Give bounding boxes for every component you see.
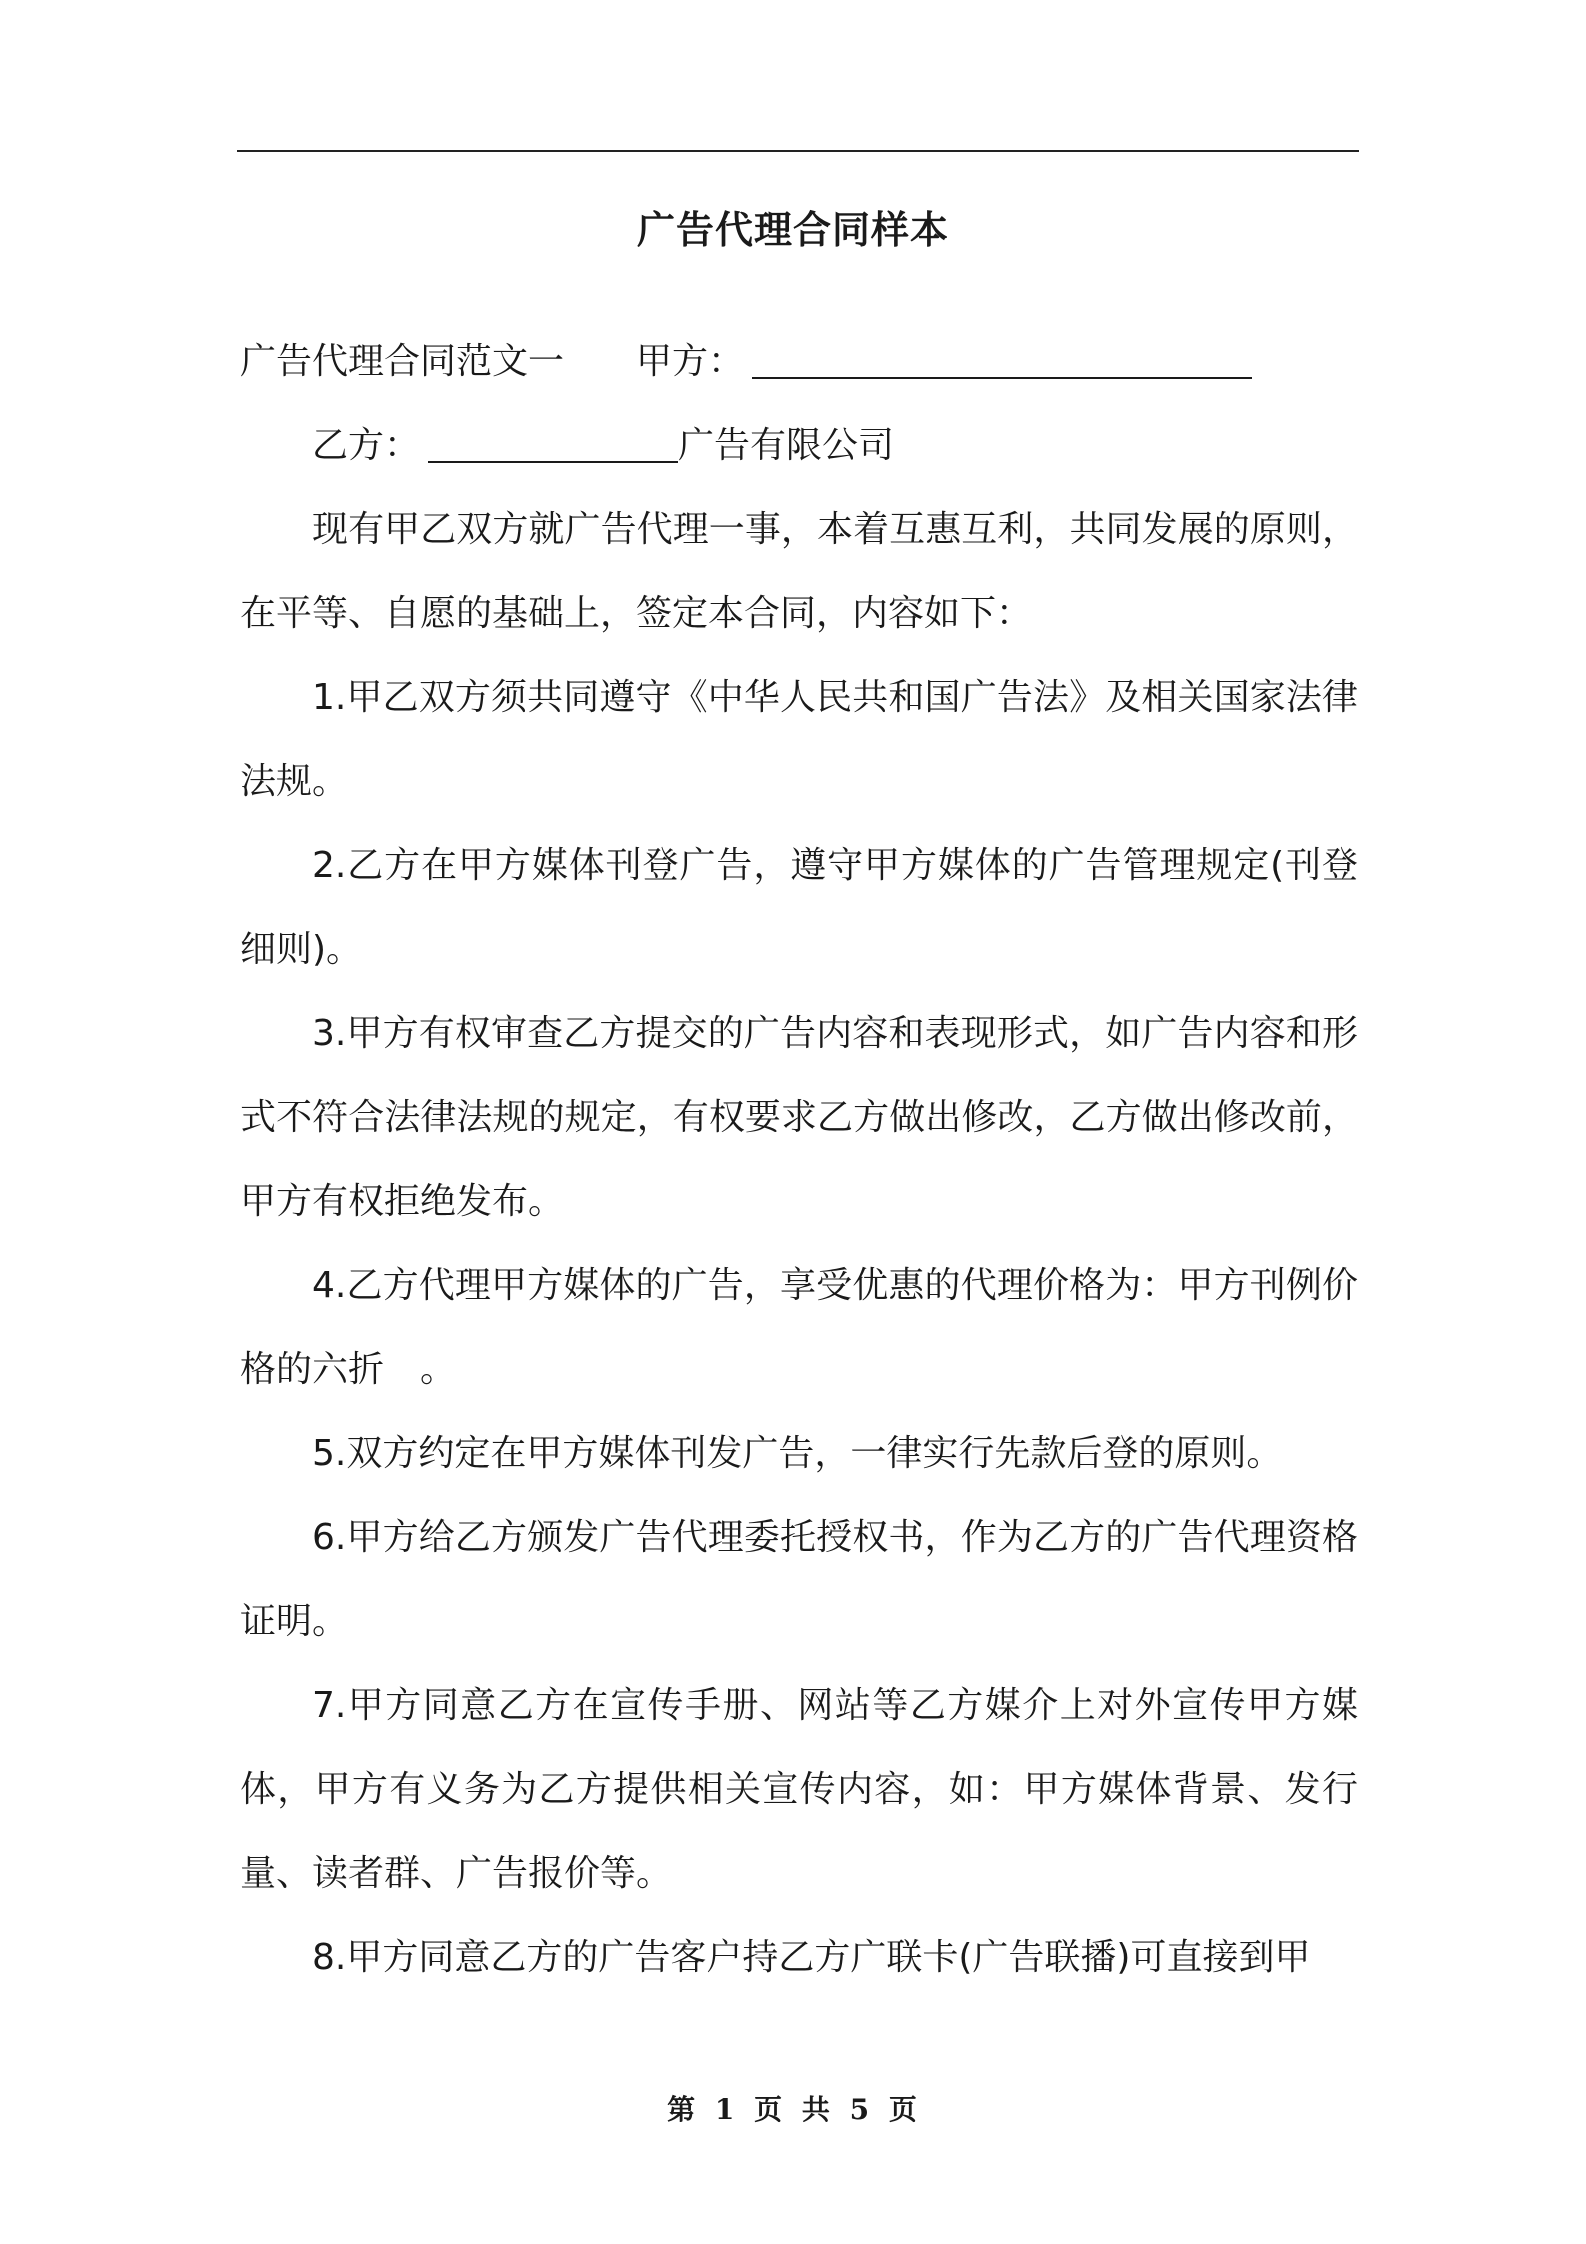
clause-4: 4.乙方代理甲方媒体的广告，享受优惠的代理价格为：甲方刊例价格的六折 。 bbox=[240, 1265, 1358, 1390]
clause-5: 5.双方约定在甲方媒体刊发广告，一律实行先款后登的原则。 bbox=[312, 1433, 1283, 1474]
document-body bbox=[240, 320, 1358, 2000]
clause-2: 2.乙方在甲方媒体刊登广告，遵守甲方媒体的广告管理规定(刊登细则)。 bbox=[240, 845, 1358, 970]
clause-7: 7.甲方同意乙方在宣传手册、网站等乙方媒介上对外宣传甲方媒体，甲方有义务为乙方提供相关宣传内容，如：甲方媒体背景、发行量、读者群、广告报价等。 bbox=[240, 1685, 1358, 1894]
header-rule bbox=[237, 150, 1359, 152]
clause-3: 3.甲方有权审查乙方提交的广告内容和表现形式，如广告内容和形式不符合法律法规的规定，有权要求乙方做出修改，乙方做出修改前，甲方有权拒绝发布。 bbox=[240, 1013, 1358, 1222]
party-b-label: 乙方： bbox=[312, 425, 421, 466]
clause-8: 8.甲方同意乙方的广告客户持乙方广联卡(广告联播)可直接到甲 bbox=[312, 1937, 1311, 1978]
document-title: 广告代理合同样本 bbox=[636, 208, 949, 252]
party-b-blank bbox=[428, 421, 678, 463]
page-number: 第 1 页 共 5 页 bbox=[667, 2093, 919, 2126]
party-b-line bbox=[240, 404, 1358, 488]
document-subtitle: 广告代理合同范文一 bbox=[240, 341, 565, 382]
intro-paragraph: 现有甲乙双方就广告代理一事，本着互惠互利，共同发展的原则，在平等、自愿的基础上，签定本合同，内容如下： bbox=[240, 509, 1358, 634]
clause-1: 1.甲乙双方须共同遵守《中华人民共和国广告法》及相关国家法律法规。 bbox=[240, 677, 1358, 802]
party-a-label: 甲方： bbox=[636, 341, 745, 382]
party-b-suffix: 广告有限公司 bbox=[678, 425, 895, 466]
party-a-blank bbox=[752, 337, 1252, 379]
clause-6: 6.甲方给乙方颁发广告代理委托授权书，作为乙方的广告代理资格证明。 bbox=[240, 1517, 1358, 1642]
subtitle-line bbox=[240, 320, 1358, 404]
